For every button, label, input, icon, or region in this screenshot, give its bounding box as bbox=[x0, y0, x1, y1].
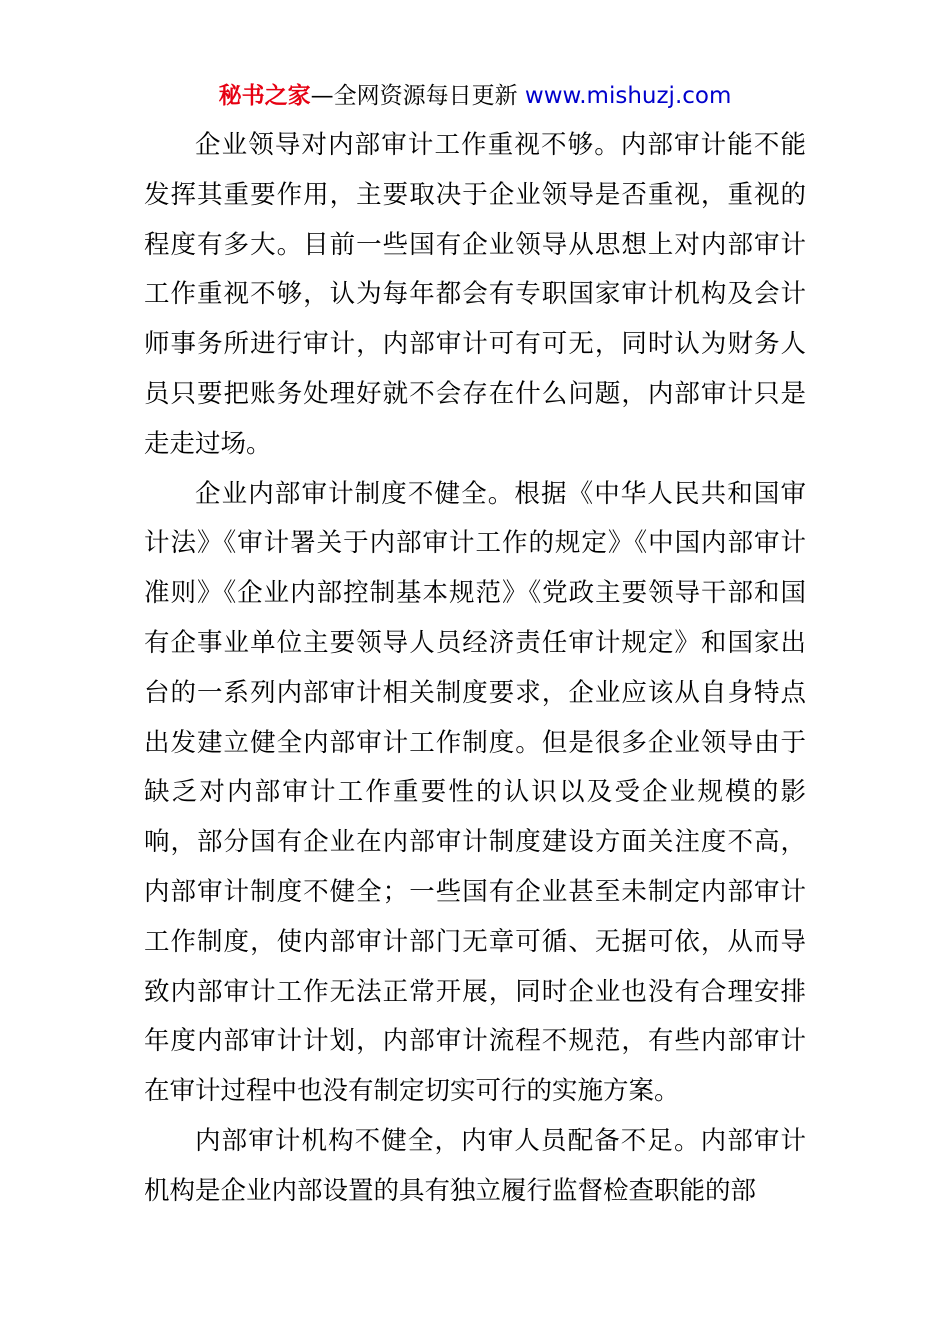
site-url-link[interactable]: www.mishuzj.com bbox=[524, 83, 732, 109]
paragraph-leadership-attention: 企业领导对内部审计工作重视不够。内部审计能不能发挥其重要作用，主要取决于企业领导是否重视，重视的程度有多大。目前一些国有企业领导从思想上对内部审计工作重视不够，认为每年都会有专职国家审计机构及会计师事务所进行审计，内部审计可有可无，同时认为财务人员只要把账务处理好就不会存在什么问题，内部审计只是走走过场。 bbox=[144, 130, 806, 459]
site-brand: 秘书之家 bbox=[218, 83, 311, 109]
site-tagline: —全网资源每日更新 bbox=[310, 83, 525, 109]
document-body bbox=[144, 121, 806, 1217]
paragraph-audit-system: 企业内部审计制度不健全。根据《中华人民共和国审计法》《审计署关于内部审计工作的规定》《中国内部审计准则》《企业内部控制基本规范》《党政主要领导干部和国有企事业单位主要领导人员经济责任审计规定》和国家出台的一系列内部审计相关制度要求，企业应该从自身特点出发建立健全内部审计工作制度。但是很多企业领导由于缺乏对内部审计工作重要性的认识以及受企业规模的影响，部分国有企业在内部审计制度建设方面关注度不高，内部审计制度不健全；一些国有企业甚至未制定内部审计工作制度，使内部审计部门无章可循、无据可依，从而导致内部审计工作无法正常开展，同时企业也没有合理安排年度内部审计计划，内部审计流程不规范，有些内部审计在审计过程中也没有制定切实可行的实施方案。 bbox=[144, 478, 806, 1107]
paragraph-audit-organization: 内部审计机构不健全，内审人员配备不足。内部审计机构是企业内部设置的具有独立履行监督检查职能的部 bbox=[144, 1125, 806, 1206]
page-header bbox=[0, 80, 950, 112]
